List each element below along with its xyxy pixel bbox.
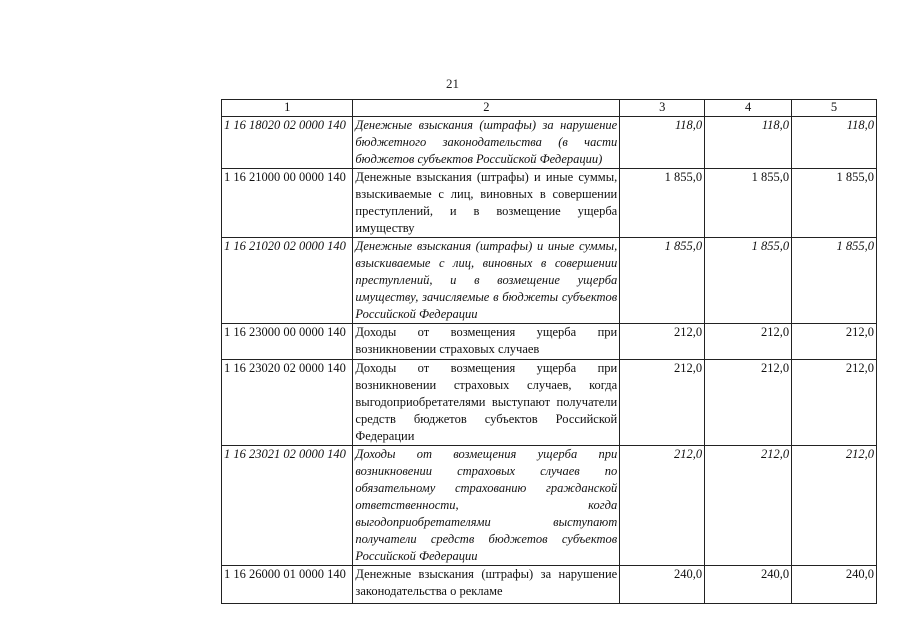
row-description: Денежные взыскания (штрафы) за нарушение бюджетного законодательства (в части бюджетов субъектов Российской Федерации): [353, 117, 620, 169]
row-description: Денежные взыскания (штрафы) и иные суммы, взыскиваемые с лиц, виновных в совершении преступлений, и в возмещение ущерба имуществу, зачисляемые в бюджеты субъектов Российской Федерации: [353, 238, 620, 324]
row-value-col-5: 240,0: [792, 566, 877, 604]
row-description: Доходы от возмещения ущерба при возникновении страховых случаев: [353, 324, 620, 360]
row-value-col-5: 212,0: [792, 360, 877, 446]
row-value-col-3: 212,0: [620, 324, 705, 360]
table-row: [222, 117, 877, 169]
row-value-col-4: 1 855,0: [705, 169, 792, 238]
table-row: [222, 169, 877, 238]
row-value-col-4: 118,0: [705, 117, 792, 169]
row-value-col-5: 118,0: [792, 117, 877, 169]
row-value-col-5: 212,0: [792, 446, 877, 566]
row-description: Доходы от возмещения ущерба при возникновении страховых случаев, когда выгодоприобретателями выступают получатели средств бюджетов субъектов Российской Федерации: [353, 360, 620, 446]
row-description: Денежные взыскания (штрафы) и иные суммы, взыскиваемые с лиц, виновных в совершении преступлений, и в возмещение ущерба имуществу: [353, 169, 620, 238]
row-value-col-3: 240,0: [620, 566, 705, 604]
row-value-col-4: 212,0: [705, 324, 792, 360]
row-value-col-4: 240,0: [705, 566, 792, 604]
row-code: 1 16 26000 01 0000 140: [222, 566, 353, 604]
table-header-row: [222, 100, 877, 117]
table-row: [222, 446, 877, 566]
table-row: [222, 566, 877, 604]
row-value-col-3: 212,0: [620, 446, 705, 566]
row-description: Денежные взыскания (штрафы) за нарушение законодательства о рекламе: [353, 566, 620, 604]
row-value-col-5: 1 855,0: [792, 169, 877, 238]
header-col-5: 5: [792, 100, 877, 117]
row-description: Доходы от возмещения ущерба при возникновении страховых случаев по обязательному страхованию гражданской ответственности, когда выгодоприобретателями выступают получатели средств бюджетов субъектов Российской Федерации: [353, 446, 620, 566]
header-col-3: 3: [620, 100, 705, 117]
row-code: 1 16 21000 00 0000 140: [222, 169, 353, 238]
table-body: [222, 100, 877, 604]
row-value-col-3: 1 855,0: [620, 238, 705, 324]
row-value-col-4: 212,0: [705, 360, 792, 446]
table-row: [222, 238, 877, 324]
page-number: 21: [446, 76, 459, 91]
row-value-col-4: 1 855,0: [705, 238, 792, 324]
budget-table: [221, 99, 877, 604]
row-code: 1 16 23021 02 0000 140: [222, 446, 353, 566]
row-value-col-3: 1 855,0: [620, 169, 705, 238]
row-value-col-5: 1 855,0: [792, 238, 877, 324]
row-value-col-5: 212,0: [792, 324, 877, 360]
header-col-1: 1: [222, 100, 353, 117]
row-value-col-4: 212,0: [705, 446, 792, 566]
row-value-col-3: 212,0: [620, 360, 705, 446]
table-row: [222, 324, 877, 360]
row-code: 1 16 23020 02 0000 140: [222, 360, 353, 446]
row-code: 1 16 23000 00 0000 140: [222, 324, 353, 360]
header-col-2: 2: [353, 100, 620, 117]
row-value-col-3: 118,0: [620, 117, 705, 169]
header-col-4: 4: [705, 100, 792, 117]
table-row: [222, 360, 877, 446]
row-code: 1 16 18020 02 0000 140: [222, 117, 353, 169]
row-code: 1 16 21020 02 0000 140: [222, 238, 353, 324]
